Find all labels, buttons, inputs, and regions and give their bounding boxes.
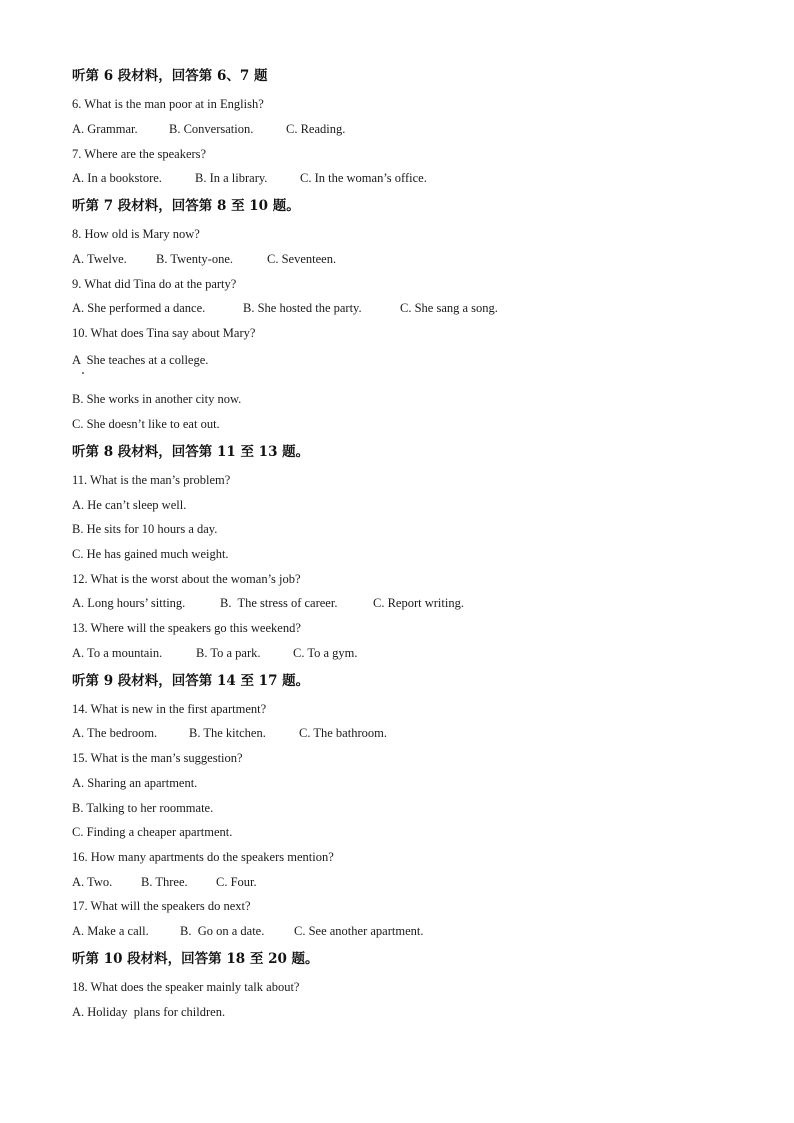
option-16c: C. Four.: [216, 875, 257, 889]
option-14a: A. The bedroom.: [72, 726, 158, 740]
question-11: 11. What is the man’s problem?: [72, 473, 231, 487]
option-8c: C. Seventeen.: [267, 252, 337, 266]
options-13: [72, 645, 358, 661]
option-10c: C. She doesn’t like to eat out.: [72, 417, 220, 431]
question-14: 14. What is new in the first apartment?: [72, 702, 267, 716]
option-17a: A. Make a call.: [72, 924, 149, 938]
option-10a: A She teaches at a college.: [72, 353, 209, 367]
option-7a: A. In a bookstore.: [72, 171, 162, 185]
option-11c: C. He has gained much weight.: [72, 547, 229, 561]
option-14b: B. The kitchen.: [189, 726, 266, 740]
option-13c: C. To a gym.: [293, 646, 358, 660]
option-6a: A. Grammar.: [72, 122, 138, 136]
options-8: [72, 251, 336, 267]
section-heading-8: 听第 8 段材料，回答第 11 至 13 题。: [72, 444, 310, 460]
question-15: 15. What is the man’s suggestion?: [72, 751, 243, 765]
option-18a: A. Holiday plans for children.: [72, 1005, 226, 1019]
section-heading-6: 听第 6 段材料，回答第 6、7 题: [72, 68, 268, 84]
question-17: 17. What will the speakers do next?: [72, 899, 251, 913]
options-6: [72, 121, 345, 137]
option-12a: A. Long hours’ sitting.: [72, 596, 186, 610]
option-7c: C. In the woman’s office.: [300, 171, 427, 185]
option-6b: B. Conversation.: [169, 122, 254, 136]
option-8a: A. Twelve.: [72, 252, 127, 266]
option-9a: A. She performed a dance.: [72, 301, 206, 315]
option-8b: B. Twenty-one.: [156, 252, 234, 266]
options-14: [72, 725, 387, 741]
question-13: 13. Where will the speakers go this weekend?: [72, 621, 301, 635]
option-13b: B. To a park.: [196, 646, 261, 660]
options-12: [72, 595, 464, 611]
option-10b: B. She works in another city now.: [72, 392, 242, 406]
question-8: 8. How old is Mary now?: [72, 227, 200, 241]
question-7: 7. Where are the speakers?: [72, 147, 207, 161]
question-10: 10. What does Tina say about Mary?: [72, 326, 256, 340]
option-7b: B. In a library.: [195, 171, 268, 185]
option-11a: A. He can’t sleep well.: [72, 498, 187, 512]
option-17c: C. See another apartment.: [294, 924, 424, 938]
option-14c: C. The bathroom.: [299, 726, 387, 740]
option-15c: C. Finding a cheaper apartment.: [72, 825, 233, 839]
section-heading-7: 听第 7 段材料，回答第 8 至 10 题。: [72, 198, 300, 214]
stray-dot-mark: [82, 372, 84, 374]
section-heading-9: 听第 9 段材料，回答第 14 至 17 题。: [72, 673, 310, 689]
option-9b: B. She hosted the party.: [243, 301, 362, 315]
question-18: 18. What does the speaker mainly talk about?: [72, 980, 300, 994]
option-15a: A. Sharing an apartment.: [72, 776, 198, 790]
options-7: [72, 170, 427, 186]
option-11b: B. He sits for 10 hours a day.: [72, 522, 218, 536]
section-heading-10: 听第 10 段材料，回答第 18 至 20 题。: [72, 951, 319, 967]
options-9: [72, 300, 498, 316]
question-9: 9. What did Tina do at the party?: [72, 277, 237, 291]
option-12b: B. The stress of career.: [220, 596, 338, 610]
option-16b: B. Three.: [141, 875, 188, 889]
option-16a: A. Two.: [72, 875, 113, 889]
option-17b: B. Go on a date.: [180, 924, 265, 938]
options-17: [72, 923, 423, 939]
options-16: [72, 874, 257, 890]
option-15b: B. Talking to her roommate.: [72, 801, 214, 815]
option-9c: C. She sang a song.: [400, 301, 498, 315]
question-16: 16. How many apartments do the speakers mention?: [72, 850, 334, 864]
option-6c: C. Reading.: [286, 122, 346, 136]
question-6: 6. What is the man poor at in English?: [72, 97, 264, 111]
question-12: 12. What is the worst about the woman’s job?: [72, 572, 301, 586]
option-13a: A. To a mountain.: [72, 646, 163, 660]
option-12c: C. Report writing.: [373, 596, 464, 610]
